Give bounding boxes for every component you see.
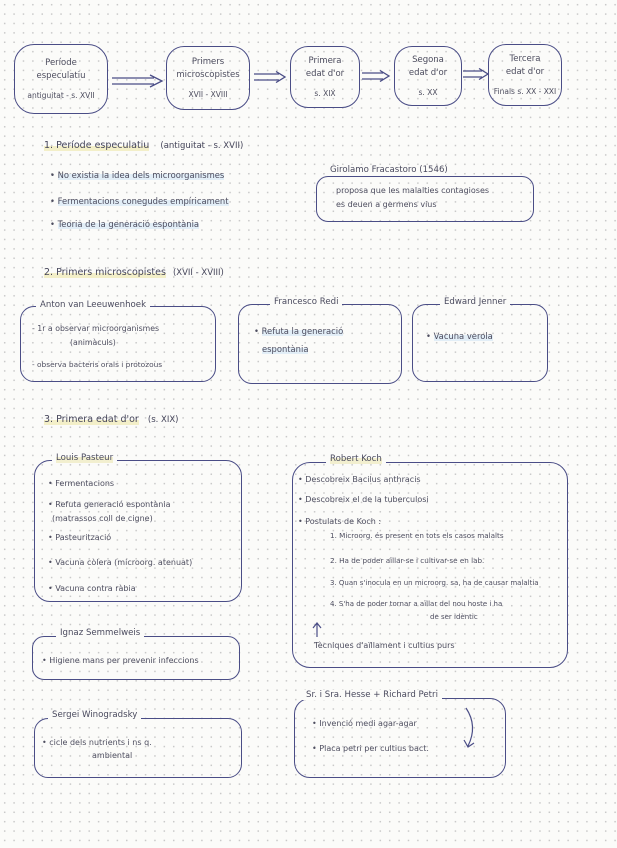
- card-title: Girolamo Fracastoro (1546): [326, 165, 452, 175]
- card-line: ambiental: [92, 751, 133, 760]
- timeline-label: Primera edat d'or: [305, 55, 345, 79]
- card-title: Robert Koch: [326, 454, 386, 464]
- timeline-label: Primers microscopistes: [176, 56, 240, 80]
- arrow-right-icon: [361, 70, 391, 82]
- list-item: • Pasteurització: [48, 533, 112, 542]
- list-item: • Vacuna contra ràbia: [48, 584, 136, 593]
- postulate-item: 4. S'ha de poder tornar a aïllar del nou hoste i ha: [330, 600, 503, 608]
- card-title: Anton van Leeuwenhoek: [36, 300, 150, 310]
- list-item: • Fermentacions: [48, 479, 115, 488]
- section-2-period: (XVII - XVIII): [172, 268, 224, 278]
- timeline-box-2: [166, 46, 250, 110]
- list-item: • Descobreix el de la tuberculosi: [298, 495, 429, 504]
- arrow-right-icon: [110, 74, 164, 88]
- card-line: • Invenció medi agar-agar: [312, 719, 417, 728]
- section-3-title: 3. Primera edat d'or: [44, 414, 139, 425]
- postulate-item: de ser idèntic: [430, 613, 478, 621]
- postulate-item: 2. Ha de poder aïllar-se i cultivar-se en lab.: [330, 556, 485, 565]
- card-title: Sergei Winogradsky: [48, 710, 141, 720]
- list-item: • Refuta generació espontània: [48, 500, 171, 509]
- list-item: • Postulats de Koch :: [298, 517, 382, 526]
- arrow-right-icon: [462, 68, 490, 80]
- list-item: • Fermentacions conegudes empíricament: [50, 196, 229, 206]
- section-2-title: 2. Primers microscopistes: [44, 267, 166, 278]
- card-line: proposa que les malalties contagioses: [336, 186, 490, 195]
- card-line: - 1r a observar microorganismes: [32, 324, 160, 333]
- card-line: • Higiene mans per prevenir infeccions: [42, 656, 199, 665]
- list-item: • Descobreix Bacilus anthracis: [298, 475, 421, 484]
- card-title: Louis Pasteur: [52, 453, 117, 463]
- timeline-period: antiguitat - s. XVII: [27, 90, 95, 100]
- card-title: Ignaz Semmelweis: [56, 628, 144, 638]
- card-line: es deuen a germens vius: [336, 200, 437, 209]
- timeline-period: s. XIX: [314, 88, 336, 98]
- timeline-period: Finals s. XX - XXI: [493, 86, 557, 96]
- section-1-period: (antiguitat - s. XVII): [160, 141, 244, 151]
- card-title: Francesco Redi: [270, 297, 342, 307]
- section-2-heading: [44, 267, 224, 278]
- timeline-label: Període especulatiu: [36, 57, 86, 81]
- card-line: (animàculs): [70, 338, 116, 347]
- timeline-period: s. XX: [418, 87, 438, 97]
- koch-footer: Tècniques d'aïllament i cultius purs: [314, 641, 455, 650]
- card-line: - observa bacteris orals i protozous: [32, 360, 163, 369]
- section-3-period: (s. XIX): [147, 415, 179, 425]
- list-item: • No existia la idea dels microorganismes: [50, 170, 225, 180]
- card-line: • Refuta la generació: [254, 326, 344, 336]
- winogradsky-card: [34, 718, 242, 778]
- fracastoro-card: [316, 176, 534, 222]
- arrow-right-icon: [253, 71, 287, 83]
- timeline-box-3: [290, 46, 360, 108]
- card-line: • cicle dels nutrients i ns q.: [42, 738, 152, 747]
- timeline-label: Segona edat d'or: [408, 54, 448, 78]
- timeline-period: XVII - XVIII: [188, 89, 228, 99]
- card-title: Edward Jenner: [440, 297, 510, 307]
- timeline-label: Tercera edat d'or: [505, 53, 545, 77]
- arrow-up-icon: [312, 622, 322, 638]
- leeuwenhoek-card: [20, 306, 216, 382]
- section-1-title: 1. Període especulatiu: [44, 140, 150, 151]
- card-line: espontània: [262, 344, 309, 354]
- list-item: • Teoria de la generació espontània: [50, 219, 200, 229]
- curved-arrow-icon: [462, 706, 482, 750]
- section-3-heading: [44, 414, 179, 425]
- postulate-item: 3. Quan s'inocula en un microorg. sa, ha de causar malaltia: [330, 579, 539, 587]
- timeline-box-1: [14, 44, 108, 114]
- timeline-box-5: [488, 44, 562, 106]
- list-item: (matrassos coll de cigne): [52, 514, 153, 523]
- card-line: • Placa petri per cultius bact.: [312, 744, 429, 753]
- timeline-box-4: [394, 46, 462, 106]
- jenner-card: [412, 304, 548, 382]
- card-title: Sr. i Sra. Hesse + Richard Petri: [302, 690, 442, 700]
- section-1-heading: [44, 140, 243, 151]
- card-line: • Vacuna verola: [426, 331, 493, 341]
- postulate-item: 1. Microorg. és present en tots els casos malalts: [330, 531, 504, 540]
- list-item: • Vacuna còlera (microorg. atenuat): [48, 558, 193, 567]
